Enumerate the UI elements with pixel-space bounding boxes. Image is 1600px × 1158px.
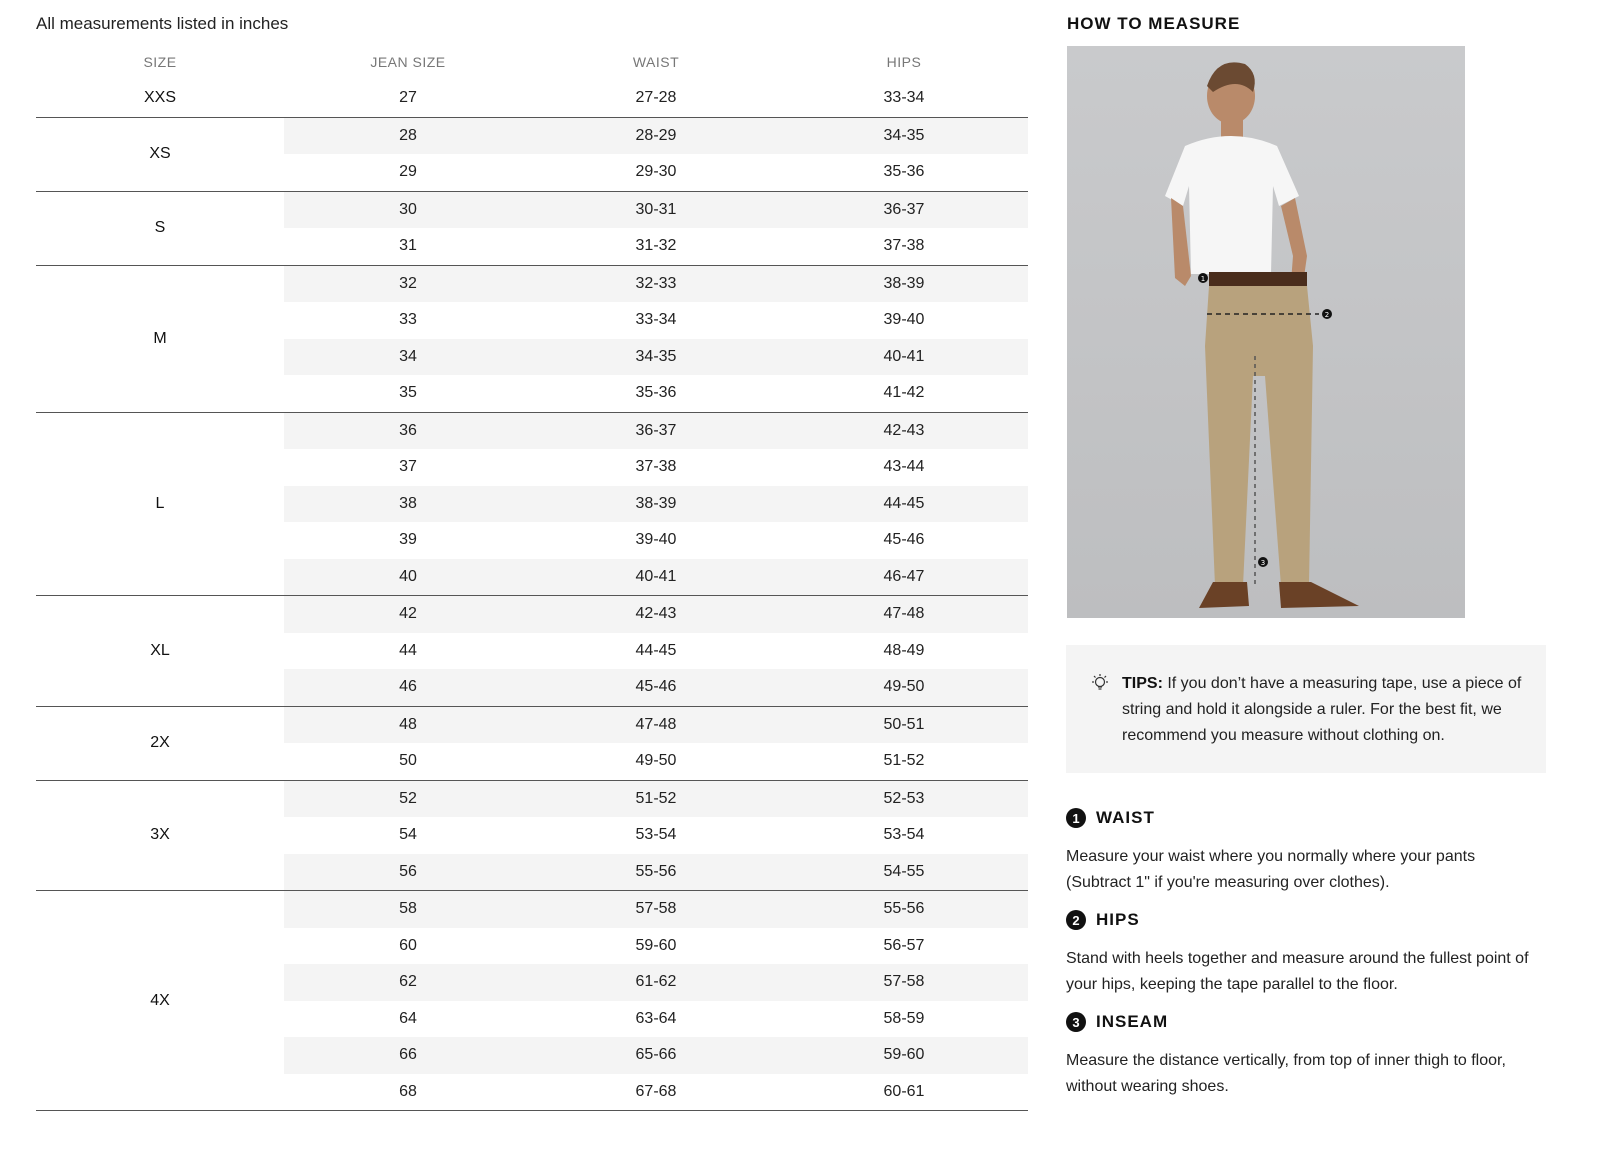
hips-cell: 34-35 <box>883 126 925 144</box>
waist-cell: 37-38 <box>635 458 677 476</box>
size-group <box>36 781 1028 892</box>
waist-cell: 27-28 <box>635 89 677 107</box>
table-row <box>284 80 1028 117</box>
step-title-inseam: INSEAM <box>1096 1012 1169 1031</box>
jean-size-cell: 27 <box>399 89 417 107</box>
hips-cell: 46-47 <box>883 567 925 585</box>
waist-cell: 34-35 <box>635 347 677 365</box>
table-row <box>284 1074 1028 1111</box>
tips-box <box>1066 645 1546 773</box>
size-group <box>36 266 1028 413</box>
jean-size-cell: 38 <box>399 494 417 512</box>
jean-size-cell: 40 <box>399 567 417 585</box>
size-group <box>36 413 1028 597</box>
jean-size-cell: 56 <box>399 862 417 880</box>
table-row <box>284 154 1028 191</box>
table-row <box>284 891 1028 928</box>
size-cell: XL <box>150 641 170 659</box>
jean-size-cell: 33 <box>399 311 417 329</box>
jean-size-cell: 48 <box>399 715 417 733</box>
hips-cell: 41-42 <box>883 384 925 402</box>
size-cell: XXS <box>143 89 176 107</box>
jean-size-cell: 52 <box>399 789 417 807</box>
marker-1-label: 1 <box>1200 275 1206 283</box>
step-number-1: 1 <box>1066 808 1086 828</box>
size-cell: S <box>154 219 166 236</box>
left-boot <box>1199 582 1249 608</box>
table-row <box>284 817 1028 854</box>
table-body <box>36 80 1028 1111</box>
waist-cell: 49-50 <box>635 752 677 770</box>
tips-body: If you don’t have a measuring tape, use a piece of string and hold it alongside a ruler. For the best fit, we recommend you measure without clothing on. <box>1122 675 1522 744</box>
jean-size-cell: 50 <box>399 752 417 770</box>
hips-cell: 54-55 <box>883 862 925 880</box>
header-hips: HIPS <box>886 54 922 70</box>
waist-cell: 28-29 <box>635 126 677 144</box>
waist-cell: 57-58 <box>635 900 677 918</box>
model-illustration <box>1067 46 1465 618</box>
hips-cell: 57-58 <box>883 973 925 991</box>
table-row <box>284 854 1028 891</box>
table-header <box>36 44 1028 80</box>
waist-cell: 42-43 <box>635 605 677 623</box>
size-cell: XS <box>149 145 171 162</box>
size-cell: M <box>153 329 167 347</box>
jean-size-cell: 31 <box>399 237 417 255</box>
table-row <box>284 559 1028 596</box>
hips-cell: 50-51 <box>883 715 925 733</box>
jean-size-cell: 34 <box>399 347 417 365</box>
waist-cell: 38-39 <box>635 494 677 512</box>
how-to-measure-title: HOW TO MEASURE <box>1067 14 1241 33</box>
step-desc-inseam: Measure the distance vertically, from top of inner thigh to floor, without wearing shoes. <box>1066 1052 1506 1095</box>
table-row <box>284 192 1028 229</box>
marker-2-label: 2 <box>1324 311 1330 319</box>
table-row <box>284 707 1028 744</box>
pants-shape <box>1205 286 1313 586</box>
step-desc-hips: Stand with heels together and measure around the fullest point of your hips, keeping the tape parallel to the floor. <box>1066 950 1529 993</box>
size-group <box>36 891 1028 1111</box>
jean-size-cell: 64 <box>399 1009 417 1027</box>
jean-size-cell: 62 <box>399 973 417 991</box>
hips-cell: 53-54 <box>883 826 925 844</box>
table-row <box>284 596 1028 633</box>
tips-text <box>1122 671 1522 749</box>
size-group <box>36 596 1028 707</box>
table-row <box>284 339 1028 376</box>
measurement-note: All measurements listed in inches <box>36 14 289 33</box>
jean-size-cell: 39 <box>399 531 417 549</box>
waist-cell: 44-45 <box>635 641 677 659</box>
right-boot <box>1279 582 1359 608</box>
jean-size-cell: 68 <box>399 1082 417 1100</box>
model-figure <box>1067 46 1465 618</box>
waist-cell: 45-46 <box>635 678 677 696</box>
hips-cell: 33-34 <box>883 89 925 107</box>
jean-size-cell: 66 <box>399 1046 417 1064</box>
table-row <box>284 669 1028 706</box>
header-size: SIZE <box>143 54 177 70</box>
step-desc-waist: Measure your waist where you normally where your pants (Subtract 1" if you're measuring over clothes). <box>1066 848 1476 891</box>
hips-cell: 49-50 <box>883 678 925 696</box>
hips-cell: 35-36 <box>883 163 925 181</box>
table-row <box>284 964 1028 1001</box>
hips-cell: 55-56 <box>883 900 925 918</box>
jean-size-cell: 36 <box>399 421 417 439</box>
jean-size-cell: 35 <box>399 384 417 402</box>
waist-cell: 39-40 <box>635 531 677 549</box>
step-title-waist: WAIST <box>1096 808 1155 827</box>
hips-cell: 36-37 <box>883 200 925 218</box>
jean-size-cell: 58 <box>399 900 417 918</box>
waist-cell: 47-48 <box>635 715 677 733</box>
hips-cell: 38-39 <box>883 274 925 292</box>
table-row <box>284 486 1028 523</box>
table-row <box>284 266 1028 303</box>
hips-cell: 48-49 <box>883 641 925 659</box>
size-cell: L <box>155 494 165 512</box>
hips-cell: 37-38 <box>883 237 925 255</box>
step-number-2: 2 <box>1066 910 1086 930</box>
size-cell: 4X <box>150 991 170 1009</box>
table-row <box>284 228 1028 265</box>
size-cell: 3X <box>150 826 170 844</box>
belt-shape <box>1209 272 1307 286</box>
jean-size-cell: 46 <box>399 678 417 696</box>
table-row <box>284 781 1028 818</box>
size-group <box>36 707 1028 781</box>
jean-size-cell: 44 <box>399 641 417 659</box>
header-jean-size: JEAN SIZE <box>370 54 446 70</box>
waist-cell: 55-56 <box>635 862 677 880</box>
waist-cell: 36-37 <box>635 421 677 439</box>
jean-size-cell: 29 <box>399 163 417 181</box>
step-waist <box>1066 808 1546 896</box>
hips-cell: 58-59 <box>883 1009 925 1027</box>
waist-cell: 29-30 <box>635 163 677 181</box>
right-arm <box>1281 198 1307 284</box>
jean-size-cell: 37 <box>399 458 417 476</box>
waist-cell: 65-66 <box>635 1046 677 1064</box>
jean-size-cell: 54 <box>399 826 417 844</box>
size-group <box>36 118 1028 192</box>
waist-cell: 30-31 <box>635 200 677 218</box>
table-row <box>284 928 1028 965</box>
left-arm <box>1171 198 1191 286</box>
step-inseam <box>1066 1012 1546 1100</box>
size-chart-table <box>36 44 1028 1111</box>
table-row <box>284 449 1028 486</box>
size-group <box>36 192 1028 266</box>
waist-cell: 51-52 <box>635 789 677 807</box>
hips-cell: 45-46 <box>883 531 925 549</box>
step-title-hips: HIPS <box>1096 910 1140 929</box>
waist-cell: 63-64 <box>635 1009 677 1027</box>
waist-cell: 31-32 <box>635 237 677 255</box>
marker-3-label: 3 <box>1260 559 1266 567</box>
waist-cell: 32-33 <box>635 274 677 292</box>
waist-cell: 59-60 <box>635 936 677 954</box>
waist-cell: 67-68 <box>635 1082 677 1100</box>
hips-cell: 60-61 <box>883 1082 925 1100</box>
table-row <box>284 118 1028 155</box>
waist-cell: 33-34 <box>635 311 677 329</box>
table-row <box>284 522 1028 559</box>
hips-cell: 43-44 <box>883 458 925 476</box>
hips-cell: 44-45 <box>883 494 925 512</box>
table-row <box>284 1001 1028 1038</box>
size-cell: 2X <box>150 734 170 751</box>
hips-cell: 51-52 <box>883 752 925 770</box>
waist-cell: 40-41 <box>635 567 677 585</box>
table-row <box>284 1037 1028 1074</box>
neck-shape <box>1221 120 1243 138</box>
jean-size-cell: 28 <box>399 126 417 144</box>
waist-cell: 35-36 <box>635 384 677 402</box>
jean-size-cell: 32 <box>399 274 417 292</box>
tips-label: TIPS: <box>1122 675 1163 692</box>
hips-cell: 56-57 <box>883 936 925 954</box>
step-hips <box>1066 910 1546 998</box>
table-row <box>284 633 1028 670</box>
jean-size-cell: 30 <box>399 200 417 218</box>
step-number-3: 3 <box>1066 1012 1086 1032</box>
hips-cell: 59-60 <box>883 1046 925 1064</box>
table-row <box>284 743 1028 780</box>
table-row <box>284 302 1028 339</box>
size-group <box>36 80 1028 118</box>
waist-cell: 53-54 <box>635 826 677 844</box>
table-row <box>284 413 1028 450</box>
hips-cell: 39-40 <box>883 311 925 329</box>
hips-cell: 40-41 <box>883 347 925 365</box>
table-row <box>284 375 1028 412</box>
hips-cell: 47-48 <box>883 605 925 623</box>
header-waist: WAIST <box>632 54 680 70</box>
jean-size-cell: 60 <box>399 936 417 954</box>
lightbulb-icon <box>1090 673 1110 693</box>
hips-cell: 52-53 <box>883 789 925 807</box>
jean-size-cell: 42 <box>399 605 417 623</box>
hips-cell: 42-43 <box>883 421 925 439</box>
waist-cell: 61-62 <box>635 973 677 991</box>
